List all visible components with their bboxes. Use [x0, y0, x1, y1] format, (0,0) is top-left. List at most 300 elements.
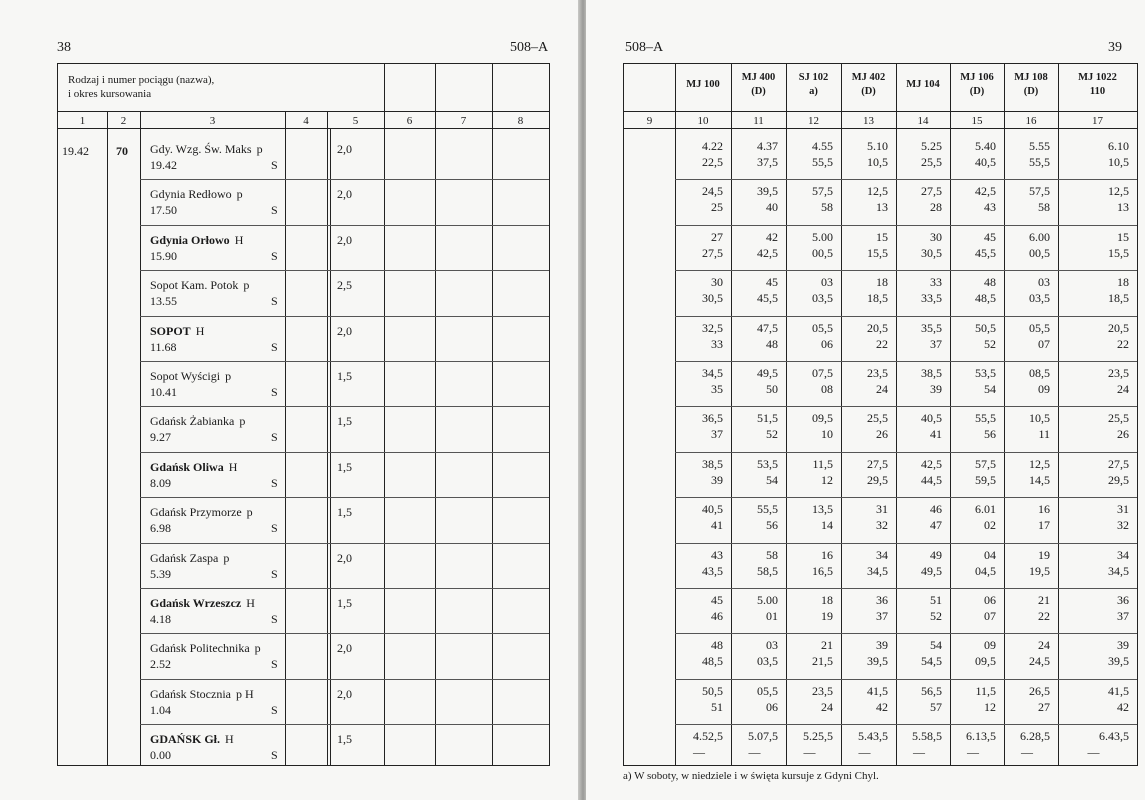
arrival-time: 03 — [766, 638, 778, 653]
arrival-time: 6.10 — [1108, 139, 1129, 153]
train-number: 70 — [116, 144, 128, 158]
arrival-time: 4.22 — [702, 139, 723, 153]
row-divider — [675, 361, 1137, 362]
train-header-name: SJ 102 — [798, 72, 829, 83]
departure-time: 22 — [1117, 336, 1129, 351]
departure-time: 42 — [876, 699, 888, 714]
departure-time: — — [967, 745, 979, 760]
arrival-time: 4.55 — [812, 139, 833, 153]
train-header-name: MJ 1022 — [1078, 72, 1117, 83]
departure-time: 22,5 — [702, 155, 723, 169]
column-number: 9 — [646, 115, 653, 127]
station-value: 2,5 — [337, 278, 352, 293]
arrival-time: 12,5 — [1108, 184, 1129, 199]
departure-time: 19,5 — [1029, 563, 1050, 578]
departure-time: 37 — [1117, 609, 1129, 623]
departure-time: 54 — [984, 382, 996, 396]
arrival-time: 24,5 — [702, 184, 723, 199]
departure-time: 26 — [1117, 427, 1129, 442]
station-name: Gdańsk Przymorze p — [150, 505, 253, 520]
station-flag: S — [271, 657, 278, 672]
departure-time: 14,5 — [1029, 472, 1050, 487]
arrival-time: 4.37 — [757, 139, 778, 153]
column-number: 10 — [697, 115, 709, 127]
arrival-time: 46 — [930, 502, 942, 517]
departure-time: 27,5 — [702, 245, 723, 260]
departure-time: 30,5 — [921, 245, 942, 260]
arrival-time: 21 — [821, 638, 833, 653]
column-number: 5 — [352, 115, 359, 127]
departure-time: 18,5 — [1108, 291, 1129, 306]
arrival-time: 26,5 — [1029, 683, 1050, 698]
departure-time: 59,5 — [975, 472, 996, 487]
station-type: H — [246, 596, 255, 610]
arrival-time: 43 — [711, 547, 723, 562]
arrival-time: 5.55 — [1029, 139, 1050, 153]
arrival-time: 34,5 — [702, 366, 723, 380]
arrival-time: 16 — [1038, 502, 1050, 517]
departure-time: 56 — [766, 518, 778, 533]
arrival-time: 20,5 — [867, 320, 888, 335]
arrival-time: 55,5 — [975, 411, 996, 426]
arrival-time: 47,5 — [757, 320, 778, 335]
arrival-time: 34 — [1117, 547, 1129, 562]
station-type: H — [195, 323, 205, 338]
row-divider — [140, 452, 549, 453]
row-divider — [675, 179, 1137, 180]
departure-time: 01 — [766, 609, 778, 623]
departure-time: 52 — [766, 427, 778, 442]
row-divider — [675, 497, 1137, 498]
station-name: Gdańsk Żabianka p — [150, 414, 246, 429]
arrival-time: 07,5 — [812, 366, 833, 380]
departure-time: 50 — [766, 382, 778, 396]
arrival-time: 18 — [1117, 275, 1129, 290]
arrival-time: 53,5 — [757, 456, 778, 471]
arrival-time: 5.25,5 — [803, 729, 833, 744]
departure-time: 24 — [1117, 382, 1129, 396]
departure-time: 35 — [711, 382, 723, 396]
row-divider — [140, 679, 549, 680]
station-type: p — [256, 142, 263, 156]
arrival-time: 10,5 — [1029, 411, 1050, 426]
departure-time: 24 — [876, 382, 888, 396]
station-name: Sopot Kam. Potok p — [150, 278, 250, 293]
row-divider — [675, 633, 1137, 634]
arrival-time: 54 — [930, 638, 942, 653]
arrival-time: 33 — [930, 275, 942, 290]
arrival-time: 56,5 — [921, 683, 942, 698]
station-name: Gdy. Wzg. Św. Maks p — [150, 142, 263, 156]
departure-time: 37,5 — [757, 155, 778, 169]
departure-time: 03,5 — [757, 654, 778, 669]
arrival-time: 03 — [1038, 275, 1050, 290]
departure-time: 58,5 — [757, 563, 778, 578]
left-timetable — [57, 63, 550, 766]
departure-time: 06 — [766, 699, 778, 714]
station-value: 2,0 — [337, 187, 352, 202]
train-header-sub: a) — [809, 86, 818, 97]
arrival-time: 36 — [1117, 593, 1129, 607]
station-flag: S — [271, 339, 278, 354]
right-page-number: 39 — [1108, 40, 1122, 55]
arrival-time: 5.25 — [921, 139, 942, 153]
arrival-time: 55,5 — [757, 502, 778, 517]
column-number: 2 — [120, 115, 127, 127]
row-divider — [140, 270, 549, 271]
station-type: H — [228, 459, 238, 474]
station-km: 15.90 — [150, 248, 177, 263]
departure-time: 46 — [711, 609, 723, 623]
arrival-time: 45 — [711, 593, 723, 607]
arrival-time: 57,5 — [975, 456, 996, 471]
departure-time: 15,5 — [867, 245, 888, 260]
train-header-name: MJ 108 — [1014, 72, 1048, 83]
header-text-line2: i okres kursowania — [68, 88, 152, 100]
row-divider — [140, 406, 549, 407]
station-type: p — [243, 278, 250, 293]
departure-time: 51 — [711, 699, 723, 714]
arrival-time: 21 — [1038, 593, 1050, 607]
departure-time: 41 — [930, 427, 942, 442]
train-header-sub: 110 — [1089, 86, 1106, 97]
column-number: 6 — [406, 115, 413, 127]
arrival-time: 24 — [1038, 638, 1050, 653]
departure-time: 12 — [821, 472, 833, 487]
station-name: Gdańsk Wrzeszcz H — [150, 596, 255, 610]
departure-time: 37 — [930, 336, 942, 351]
departure-time: 12 — [984, 699, 996, 714]
departure-time: 29,5 — [1108, 472, 1129, 487]
station-km: 4.18 — [150, 612, 171, 626]
train-header-sub: (D) — [751, 86, 766, 97]
departure-time: 26 — [876, 427, 888, 442]
station-name: Gdańsk Oliwa H — [150, 459, 238, 474]
arrival-time: 6.01 — [975, 502, 996, 517]
arrival-time: 27,5 — [1108, 456, 1129, 471]
station-flag: S — [271, 294, 278, 309]
departure-time: 39,5 — [867, 654, 888, 669]
arrival-time: 41,5 — [1108, 683, 1129, 698]
arrival-time: 36,5 — [702, 411, 723, 426]
station-flag: S — [271, 430, 278, 445]
train-header-name: MJ 100 — [686, 79, 720, 90]
departure-time: 42,5 — [757, 245, 778, 260]
arrival-time: 06 — [984, 593, 996, 607]
arrival-time: 5.07,5 — [748, 729, 778, 744]
departure-time: 10,5 — [1108, 155, 1129, 169]
departure-time: 08 — [821, 382, 833, 396]
row-divider — [140, 633, 549, 634]
arrival-time: 5.40 — [975, 139, 996, 153]
station-type: p H — [235, 686, 254, 701]
departure-time: 18,5 — [867, 291, 888, 306]
arrival-time: 04 — [984, 547, 996, 562]
departure-time: 39 — [930, 382, 942, 396]
departure-time: 40 — [766, 200, 778, 215]
departure-time: 02 — [984, 518, 996, 533]
departure-time: 34,5 — [1108, 563, 1129, 578]
departure-time: 40,5 — [975, 155, 996, 169]
row-divider — [140, 225, 549, 226]
departure-time: — — [913, 745, 925, 760]
station-type: H — [234, 232, 244, 247]
col-divider — [107, 111, 108, 765]
row-divider — [675, 406, 1137, 407]
column-number: 16 — [1025, 115, 1037, 127]
column-number: 15 — [971, 115, 983, 127]
departure-time: 21,5 — [812, 654, 833, 669]
arrival-time: 40,5 — [702, 502, 723, 517]
station-name: Gdynia Orłowo H — [150, 232, 244, 247]
station-km: 2.52 — [150, 657, 171, 672]
departure-time: 03,5 — [812, 291, 833, 306]
station-km: 8.09 — [150, 475, 171, 490]
station-type: p — [239, 414, 246, 429]
row-divider — [675, 679, 1137, 680]
departure-time: 15,5 — [1108, 245, 1129, 260]
arrival-time: 08,5 — [1029, 366, 1050, 380]
left-page-number: 38 — [57, 40, 71, 55]
arrival-time: 03 — [821, 275, 833, 290]
train-header-sub: (D) — [1023, 86, 1039, 97]
departure-time: 07 — [984, 609, 996, 623]
arrival-time: 09,5 — [812, 411, 833, 426]
station-value: 2,0 — [337, 142, 352, 156]
departure-time: 52 — [984, 336, 996, 351]
station-flag: S — [271, 566, 278, 581]
station-km: 1.04 — [150, 702, 171, 717]
arrival-time: 49,5 — [757, 366, 778, 380]
station-type: p — [246, 505, 253, 520]
arrival-time: 35,5 — [921, 320, 942, 335]
header-divider — [58, 128, 549, 129]
arrival-time: 6.28,5 — [1020, 729, 1050, 744]
arrival-time: 25,5 — [867, 411, 888, 426]
departure-time: 55,5 — [1029, 155, 1050, 169]
arrival-time: 5.58,5 — [912, 729, 942, 744]
station-name: SOPOT H — [150, 323, 205, 338]
station-km: 10.41 — [150, 385, 177, 399]
departure-time: 54,5 — [921, 654, 942, 669]
station-type: p — [236, 187, 243, 202]
arrival-time: 45 — [766, 275, 778, 290]
row-divider — [140, 179, 549, 180]
arrival-time: 6.00 — [1029, 229, 1050, 244]
station-name: Gdynia Redłowo p — [150, 187, 243, 202]
arrival-time: 12,5 — [867, 184, 888, 199]
arrival-time: 18 — [876, 275, 888, 290]
arrival-time: 50,5 — [702, 683, 723, 698]
left-section-code: 508–A — [510, 40, 549, 55]
departure-time: 25,5 — [921, 155, 942, 169]
departure-time: 13 — [876, 200, 888, 215]
row-divider — [675, 225, 1137, 226]
station-flag: S — [271, 702, 278, 717]
arrival-time: 32,5 — [702, 320, 723, 335]
departure-time: 10 — [821, 427, 833, 442]
arrival-time: 25,5 — [1108, 411, 1129, 426]
departure-time: 57 — [930, 699, 942, 714]
header-text-line1: Rodzaj i numer pociągu (nazwa), — [68, 74, 215, 86]
station-type: p — [225, 369, 232, 383]
right-section-code: 508–A — [625, 40, 664, 55]
arrival-time: 42 — [766, 229, 778, 244]
departure-time: 10,5 — [867, 155, 888, 169]
arrival-time: 18 — [821, 593, 833, 607]
departure-time: 49,5 — [921, 563, 942, 578]
arrival-time: 38,5 — [702, 456, 723, 471]
arrival-time: 31 — [1117, 502, 1129, 517]
col-divider — [327, 111, 328, 765]
train-header-sub: (D) — [861, 86, 876, 97]
column-number: 14 — [917, 115, 929, 127]
column-number: 12 — [808, 115, 819, 127]
train-header-name: MJ 402 — [851, 72, 886, 83]
station-value: 2,0 — [337, 550, 352, 565]
arrival-time: 23,5 — [812, 683, 833, 698]
row-divider — [675, 588, 1137, 589]
arrival-time: 45 — [984, 229, 996, 244]
departure-time: 13 — [1117, 200, 1129, 215]
departure-time: 14 — [821, 518, 833, 533]
station-km: 6.98 — [150, 521, 171, 536]
station-km: 13.55 — [150, 294, 177, 309]
arrival-time: 5.00 — [812, 229, 833, 244]
column-number: 13 — [863, 115, 874, 127]
departure-time: — — [748, 745, 761, 760]
arrival-time: 5.43,5 — [858, 729, 888, 744]
station-km: 9.27 — [150, 430, 171, 445]
departure-time: 33 — [711, 336, 723, 351]
station-value: 2,0 — [337, 641, 352, 656]
departure-time: 47 — [930, 518, 942, 533]
column-number: 3 — [209, 115, 216, 127]
departure-time: 34,5 — [867, 563, 888, 578]
arrival-time: 39,5 — [757, 184, 778, 199]
departure-time: 00,5 — [812, 245, 833, 260]
station-flag: S — [271, 612, 278, 626]
arrival-time: 49 — [930, 547, 942, 562]
departure-time: 39 — [711, 472, 723, 487]
arrival-time: 11,5 — [975, 683, 996, 698]
departure-time: 48,5 — [702, 654, 723, 669]
train-header-sub: (D) — [969, 86, 985, 97]
departure-time: 07 — [1038, 336, 1050, 351]
station-km: 5.39 — [150, 566, 171, 581]
right-timetable — [623, 63, 1138, 766]
departure-time: 37 — [711, 427, 723, 442]
departure-time: — — [1021, 745, 1033, 760]
arrival-time: 42,5 — [921, 456, 942, 471]
station-value: 1,5 — [337, 596, 352, 610]
departure-time: 11 — [1038, 427, 1050, 442]
departure-time: 54 — [766, 472, 778, 487]
arrival-time: 39 — [876, 638, 888, 653]
row-divider — [140, 588, 549, 589]
arrival-time: 48 — [711, 638, 723, 653]
departure-time: 24,5 — [1029, 654, 1050, 669]
station-km: 17.50 — [150, 203, 177, 218]
departure-time: 32 — [1117, 518, 1129, 533]
station-value: 2,0 — [337, 686, 352, 701]
arrival-time: 5.00 — [757, 593, 778, 607]
station-flag: S — [271, 748, 278, 763]
train-header-name: MJ 106 — [960, 72, 994, 83]
station-value: 1,5 — [337, 414, 352, 429]
departure-time: 25 — [711, 200, 723, 215]
departure-time: 55,5 — [812, 155, 833, 169]
row-divider — [675, 452, 1137, 453]
departure-time: 48 — [766, 336, 778, 351]
station-flag: S — [271, 475, 278, 490]
train-header-name: MJ 104 — [906, 79, 940, 90]
departure-time: 04,5 — [975, 563, 996, 578]
column-number: 1 — [79, 115, 86, 127]
arrival-time: 15 — [876, 229, 888, 244]
station-km: 19.42 — [150, 158, 177, 172]
train-time: 19.42 — [62, 144, 89, 158]
footnote: a) W soboty, w niedziele i w święta kursuje z Gdyni Chyl. — [623, 770, 879, 782]
arrival-time: 15 — [1117, 229, 1129, 244]
row-divider — [140, 316, 549, 317]
arrival-time: 41,5 — [867, 683, 888, 698]
arrival-time: 30 — [930, 229, 942, 244]
station-flag: S — [271, 203, 278, 218]
arrival-time: 48 — [984, 275, 996, 290]
departure-time: 42 — [1117, 699, 1129, 714]
arrival-time: 19 — [1038, 547, 1050, 562]
station-value: 2,0 — [337, 232, 352, 247]
departure-time: — — [858, 745, 871, 760]
departure-time: 56 — [984, 427, 996, 442]
station-name: Gdańsk Politechnika p — [150, 641, 261, 656]
departure-time: 16,5 — [812, 563, 833, 578]
station-name: Sopot Wyścigi p — [150, 369, 232, 383]
departure-time: 48,5 — [975, 291, 996, 306]
arrival-time: 20,5 — [1108, 320, 1129, 335]
column-number: 4 — [303, 115, 309, 127]
arrival-time: 51 — [930, 593, 942, 607]
col-divider — [384, 64, 385, 765]
station-km: 11.68 — [150, 339, 177, 354]
arrival-time: 58 — [766, 547, 778, 562]
departure-time: 22 — [876, 336, 888, 351]
departure-time: 58 — [1038, 200, 1050, 215]
row-divider — [140, 724, 549, 725]
column-number: 8 — [517, 115, 524, 127]
column-number: 17 — [1092, 115, 1103, 127]
station-type: H — [225, 732, 234, 747]
row-divider — [675, 543, 1137, 544]
departure-time: — — [693, 745, 705, 760]
arrival-time: 23,5 — [1108, 366, 1129, 380]
arrival-time: 4.52,5 — [693, 729, 723, 744]
header-divider — [624, 111, 1137, 112]
arrival-time: 38,5 — [921, 366, 942, 380]
arrival-time: 30 — [711, 275, 723, 290]
arrival-time: 13,5 — [812, 502, 833, 517]
col-divider — [435, 64, 436, 765]
departure-time: 17 — [1038, 518, 1050, 533]
station-name: Gdańsk Stocznia p H — [150, 686, 254, 701]
arrival-time: 34 — [876, 547, 888, 562]
arrival-time: 16 — [821, 547, 833, 562]
column-number: 7 — [460, 115, 467, 127]
station-type: p — [254, 641, 261, 656]
departure-time: 03,5 — [1029, 291, 1050, 306]
station-flag: S — [271, 248, 278, 263]
